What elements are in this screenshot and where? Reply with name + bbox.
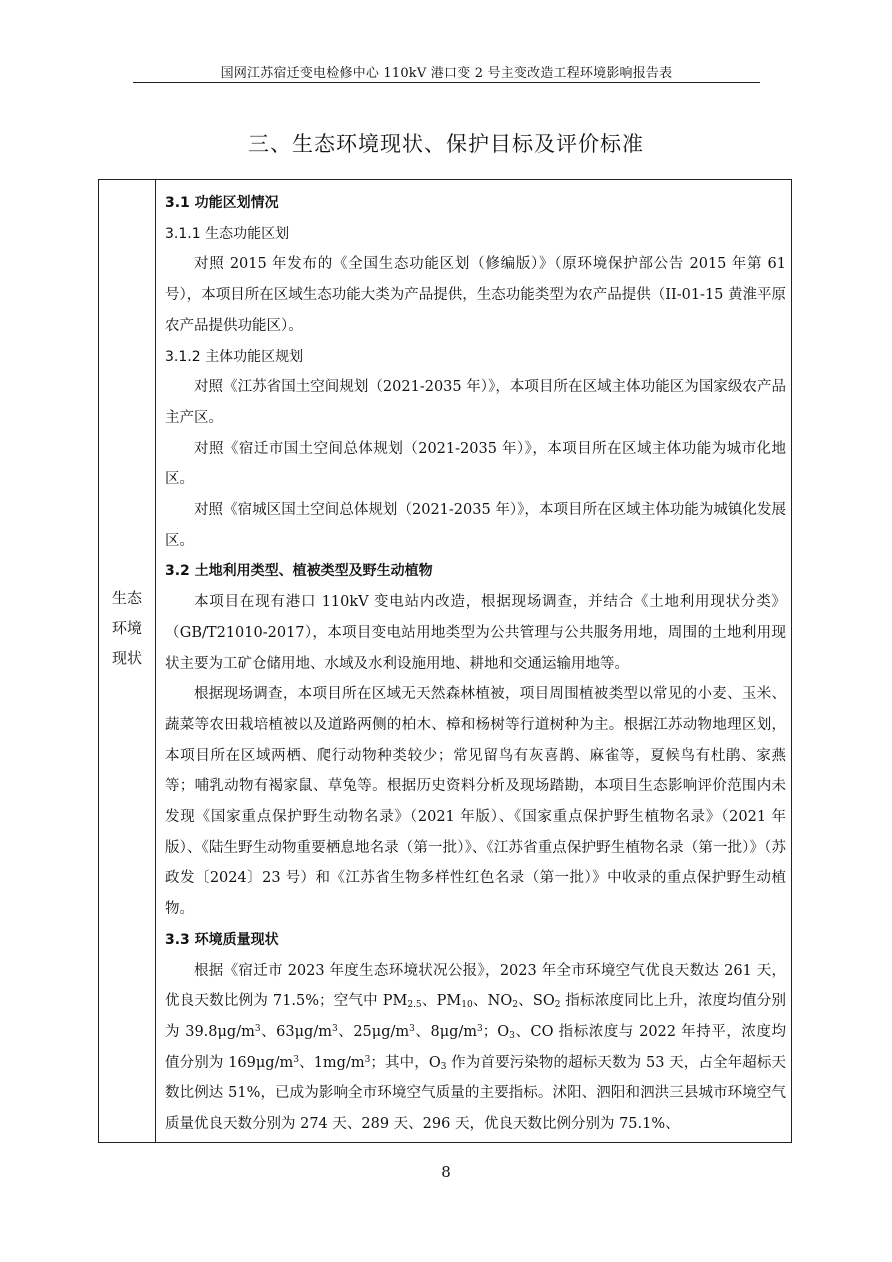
page-number: 8 xyxy=(441,1163,451,1181)
left-label-line-1: 生态 xyxy=(111,589,142,607)
heading-3-1: 3.1 功能区划情况 xyxy=(165,195,279,211)
heading-3-1-1: 3.1.1 生态功能区划 xyxy=(165,225,290,242)
heading-3-3: 3.3 环境质量现状 xyxy=(165,931,279,948)
running-header: 国网江苏宿迁变电检修中心 110kV 港口变 2 号主变改造工程环境影响报告表 xyxy=(220,66,673,81)
paragraph-3-1-2-a: 对照《江苏省国土空间规划（2021-2035 年）》，本项目所在区域主体功能区为国家级农产品主产区。 xyxy=(165,379,786,426)
left-label-line-2: 环境 xyxy=(111,619,142,637)
heading-3-1-2: 3.1.2 主体功能区规划 xyxy=(165,348,304,365)
paragraph-3-1-2-c: 对照《宿城区国土空间总体规划（2021-2035 年）》，本项目所在区域主体功能为城镇化发展区。 xyxy=(165,502,786,549)
header-rule xyxy=(133,82,760,83)
paragraph-3-2-b: 根据现场调查，本项目所在区域无天然森林植被，项目周围植被类型以常见的小麦、玉米、蔬菜等农田栽培植被以及道路两侧的柏木、樟和杨树等行道树种为主。根据江苏动物地理区划，本项目所在区域两栖、爬行动物种类较少；常见留鸟有灰喜鹊、麻雀等，夏候鸟有杜鹃、家燕等；哺乳动物有褐家鼠、草兔等。根据历史资料分析及现场踏勘，本项目生态影响评价范围内未发现《国家重点保护野生动物名录》（2021 年版）、《国家重点保护野生植物名录》（2021 年版）、《陆生野生动物重要栖息地名录（第一批）》、《江苏省重点保护野生植物名录（第一批）》（苏政发〔2024〕23 号）和《江苏省生物多样性红色名录（第一批）》中收录的重点保护野生动植物。 xyxy=(165,686,786,918)
left-label-line-3: 现状 xyxy=(111,649,142,667)
heading-3-2: 3.2 土地利用类型、植被类型及野生动植物 xyxy=(165,563,433,580)
paragraph-3-1-1: 对照 2015 年发布的《全国生态功能区划（修编版）》（原环境保护部公告 2015 年第 61 号），本项目所在区域生态功能大类为产品提供，生态功能类型为农产品提供（II-01-15 黄淮平原农产品提供功能区）。 xyxy=(165,256,787,334)
paragraph-3-2-a: 本项目在现有港口 110kV 变电站内改造，根据现场调查，并结合《土地利用现状分类》（GB/T21010-2017），本项目变电站用地类型为公共管理与公共服务用地，周围的土地利用现状主要为工矿仓储用地、水域及水利设施用地、耕地和交通运输用地等。 xyxy=(165,594,786,672)
section-content xyxy=(165,188,786,1140)
paragraph-3-1-2-b: 对照《宿迁市国土空间总体规划（2021-2035 年）》，本项目所在区域主体功能为城市化地区。 xyxy=(165,440,786,488)
page-title: 三、生态环境现状、保护目标及评价标准 xyxy=(248,132,644,156)
paragraph-3-3-a: 根据《宿迁市 2023 年度生态环境状况公报》，2023 年全市环境空气优良天数达 261 天，优良天数比例为 71.5%；空气中 $PM_{2.5}$、$PM_{10}$、$NO_2$、$SO_2$ 指标浓度同比上升，浓度均值分别为 $39.8\mu g/m^3$、$63\mu g/m^3$、$25\mu g/m^3$、$8\mu g/m^3$；$O_3$、CO 指标浓度与 2022 年持平，浓度均值分别为 $169\mu g/m^3$、$1mg/m^3$；其中，$O_3$ 作为首要污染物的超标天数为 53 天，占全年超标天数比例达 51%，已成为影响全市环境空气质量的主要指标。沭阳、泗阳和泗洪三县城市环境空气质量优良天数分别为 274 天、289 天、296 天，优良天数比例分别为 75.1%、 xyxy=(165,962,786,1133)
left-label-column xyxy=(98,179,156,1143)
